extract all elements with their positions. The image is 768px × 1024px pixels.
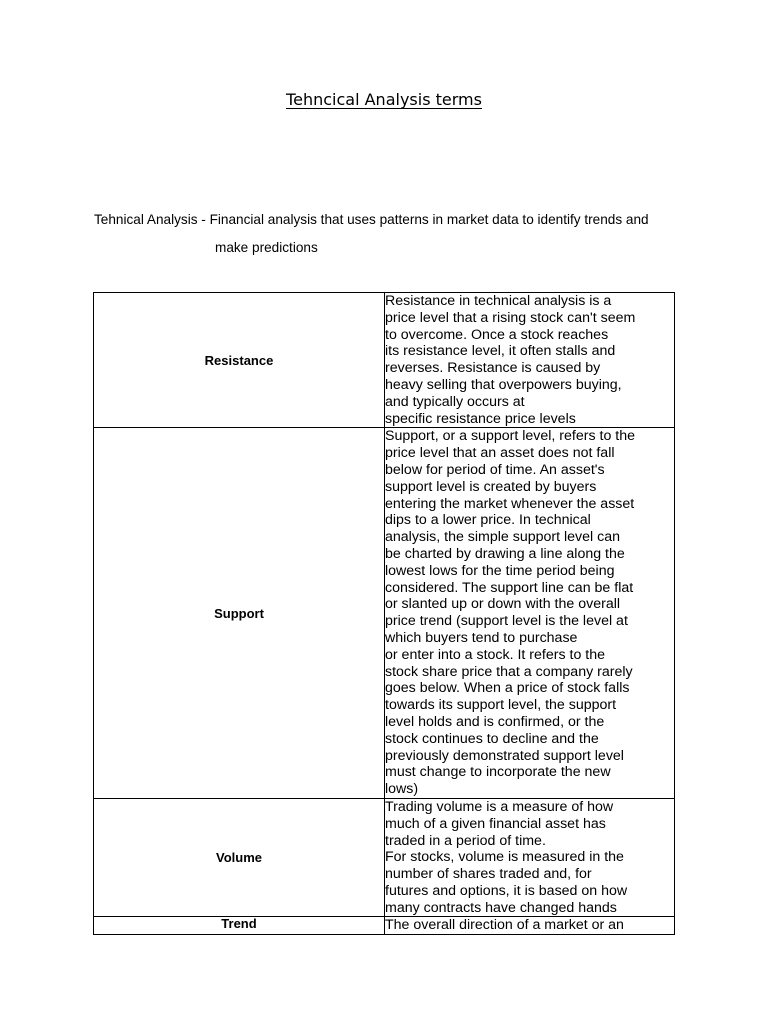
definition-line: For stocks, volume is measured in the [385, 849, 624, 866]
definition-line: Trading volume is a measure of how [385, 798, 614, 815]
definition-line: previously demonstrated support level [385, 747, 624, 764]
term-cell-trend: Trend [94, 917, 385, 935]
definition-line: to overcome. Once a stock reaches [385, 326, 609, 343]
table-row-trend [94, 917, 675, 935]
table-row-support [94, 428, 675, 799]
terms-table [93, 292, 675, 935]
definition-line: analysis, the simple support level can [385, 529, 621, 546]
definition-line: lowest lows for the time period being [385, 562, 615, 579]
definition-line: or enter into a stock. It refers to the [385, 646, 606, 663]
definition-line: futures and options, it is based on how [385, 882, 628, 899]
definition-line: or slanted up or down with the overall [385, 596, 621, 613]
definition-line: must change to incorporate the new [385, 764, 611, 781]
definition-line: price level that a rising stock can't seem [385, 309, 636, 326]
definition-line: Resistance in technical analysis is a [385, 293, 612, 309]
definition-line: support level is created by buyers [385, 478, 597, 495]
definition-line: its resistance level, it often stalls and [385, 343, 616, 360]
intro-text-line-1: Tehnical Analysis - Financial analysis that uses patterns in market data to identify trends and [94, 212, 649, 227]
definition-line: which buyers tend to purchase [385, 629, 578, 646]
definition-line: specific resistance price levels [385, 410, 576, 427]
table-row-resistance [94, 293, 675, 428]
term-cell-resistance: Resistance [94, 293, 385, 428]
definition-line: goes below. When a price of stock falls [385, 680, 630, 697]
definition-line: be charted by drawing a line along the [385, 545, 625, 562]
definition-line: price level that an asset does not fall [385, 445, 615, 462]
document-title: Tehncical Analysis terms [286, 90, 482, 109]
definition-line: stock share price that a company rarely [385, 663, 633, 680]
definition-line: dips to a lower price. In technical [385, 512, 591, 529]
term-cell-volume: Volume [94, 798, 385, 917]
definition-line: level holds and is confirmed, or the [385, 713, 605, 730]
definition-line: below for period of time. An asset's [385, 461, 605, 478]
definition-line: price trend (support level is the level at [385, 613, 628, 630]
definition-line: reverses. Resistance is caused by [385, 360, 601, 377]
definition-line: heavy selling that overpowers buying, [385, 376, 622, 393]
definition-line: traded in a period of time. [385, 832, 546, 849]
definition-cell-resistance [385, 293, 675, 428]
definition-line: entering the market whenever the asset [385, 495, 635, 512]
definition-line: and typically occurs at [385, 393, 525, 410]
definition-line: considered. The support line can be flat [385, 579, 634, 596]
intro-text-line-2: make predictions [215, 240, 318, 255]
definition-cell-support [385, 428, 675, 799]
term-cell-support: Support [94, 428, 385, 799]
definition-cell-volume [385, 798, 675, 917]
definition-line: lows) [385, 781, 419, 798]
table-row-volume [94, 798, 675, 917]
definition-line: stock continues to decline and the [385, 730, 599, 747]
definition-cell-trend [385, 917, 675, 935]
definition-line: many contracts have changed hands [385, 899, 617, 916]
definition-line: Support, or a support level, refers to the [385, 428, 635, 445]
definition-line: towards its support level, the support [385, 697, 617, 714]
definition-line: number of shares traded and, for [385, 866, 592, 883]
definition-line: much of a given financial asset has [385, 815, 606, 832]
definition-line: The overall direction of a market or an [385, 917, 624, 934]
